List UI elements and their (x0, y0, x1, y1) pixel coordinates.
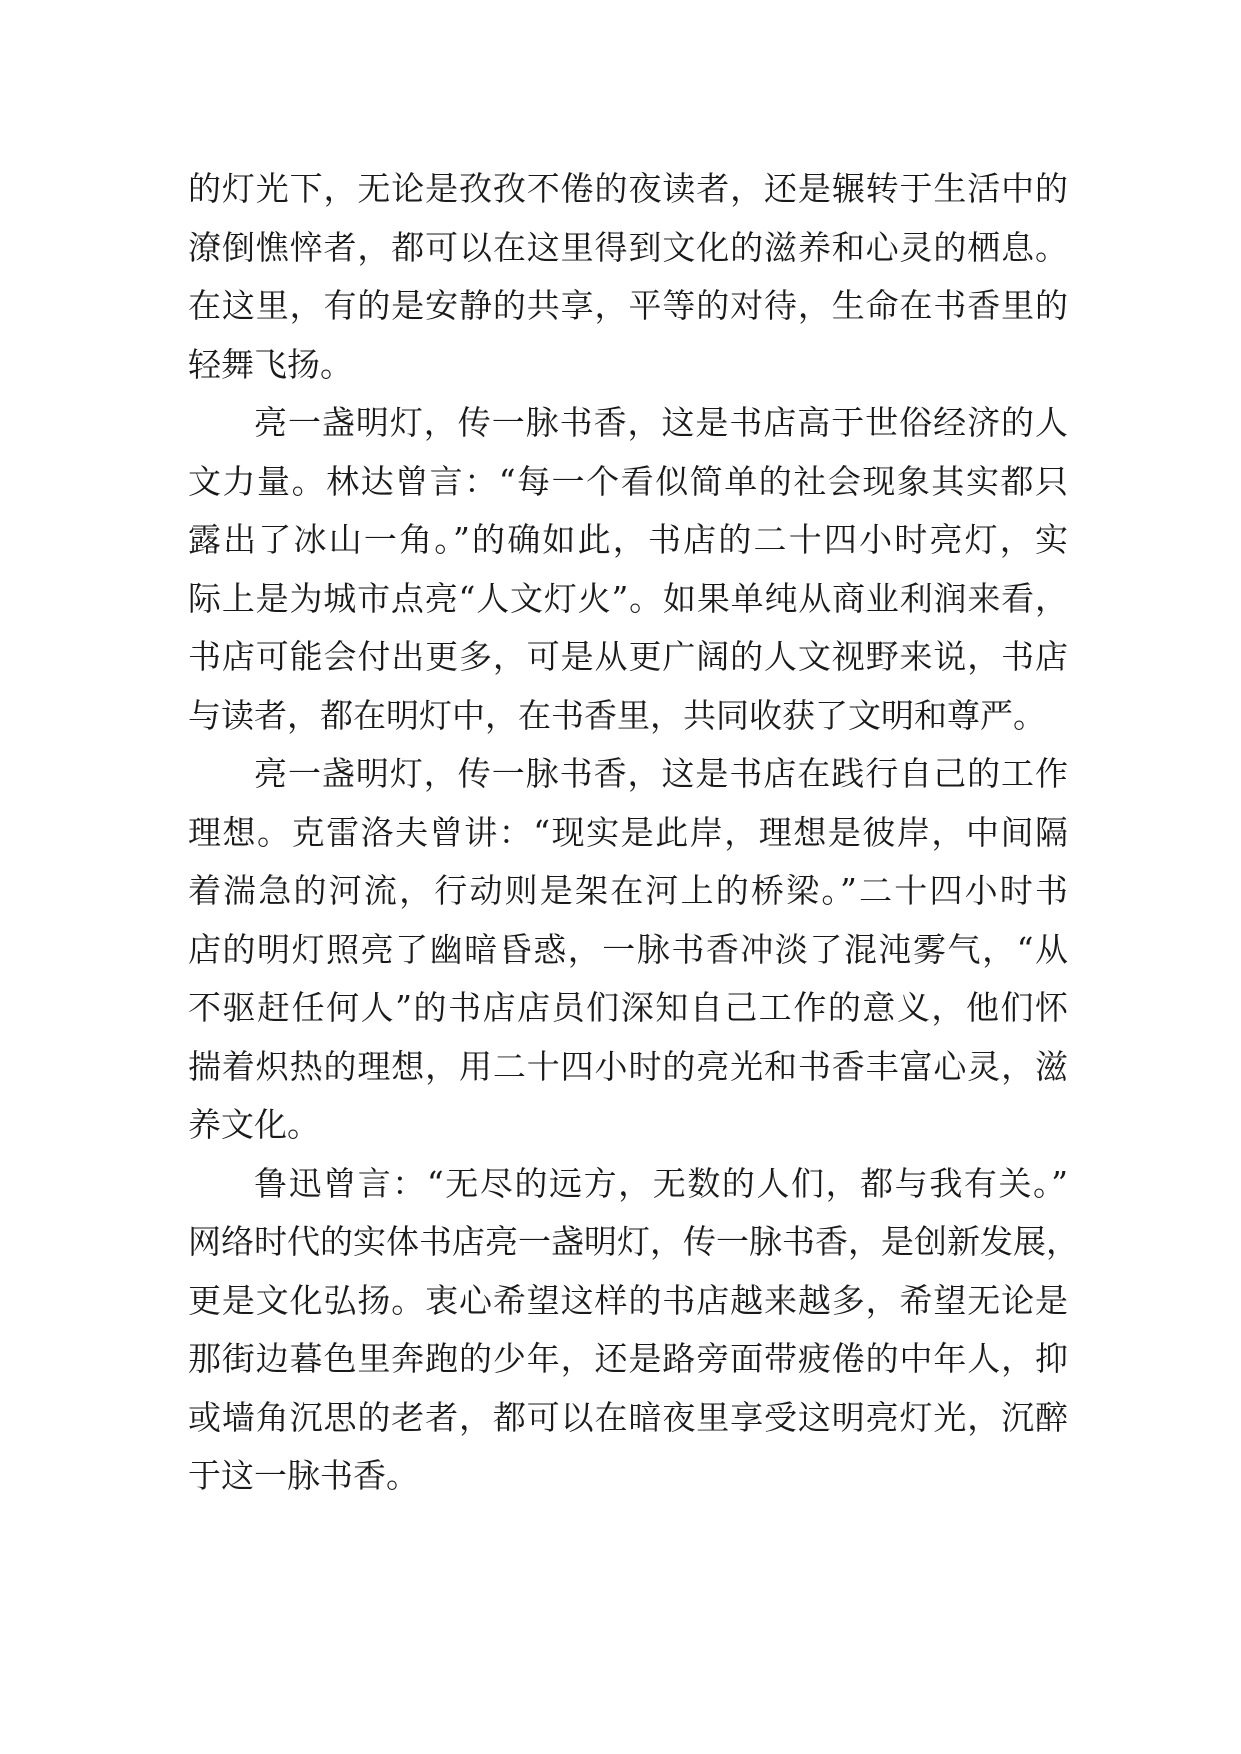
text-line: 轻舞飞扬。 (188, 344, 353, 384)
paragraph-2 (188, 394, 1068, 745)
paragraph-4 (188, 1155, 1079, 1506)
text-line: 潦倒憔悴者，都可以在这里得到文化的滋养和心灵的栖息。 (188, 227, 1068, 267)
text-line: 理想。克雷洛夫曾讲：“现实是此岸，理想是彼岸，中间隔 (188, 812, 1068, 852)
text-line: 书店可能会付出更多，可是从更广阔的人文视野来说，书店 (188, 637, 1068, 676)
text-line: 在这里，有的是安静的共享，平等的对待，生命在书香里的 (188, 286, 1068, 325)
text-line: 鲁迅曾言：“无尽的远方，无数的人们，都与我有关。” (254, 1163, 1068, 1203)
text-line: 的灯光下，无论是孜孜不倦的夜读者，还是辗转于生活中的 (188, 169, 1068, 208)
text-line: 文力量。林达曾言：“每一个看似简单的社会现象其实都只 (188, 461, 1068, 501)
text-line: 露出了冰山一角。”的确如此，书店的二十四小时亮灯，实 (188, 520, 1068, 559)
body-text (188, 160, 1079, 1506)
paragraph-1 (188, 160, 1068, 394)
text-line: 那街边暮色里奔跑的少年，还是路旁面带疲倦的中年人，抑 (188, 1339, 1068, 1378)
paragraph-3 (188, 745, 1068, 1155)
text-line: 与读者，都在明灯中，在书香里，共同收获了文明和尊严。 (188, 695, 1046, 735)
text-line: 着湍急的河流，行动则是架在河上的桥梁。”二十四小时书 (188, 871, 1068, 910)
text-line: 亮一盏明灯，传一脉书香，这是书店高于世俗经济的人 (254, 403, 1068, 442)
text-line: 更是文化弘扬。衷心希望这样的书店越来越多，希望无论是 (188, 1280, 1068, 1320)
text-line: 际上是为城市点亮“人文灯火”。如果单纯从商业利润来看， (188, 578, 1068, 618)
text-line: 不驱赶任何人”的书店店员们深知自己工作的意义，他们怀 (188, 988, 1068, 1027)
text-line: 网络时代的实体书店亮一盏明灯，传一脉书香，是创新发展， (188, 1222, 1079, 1261)
text-line: 揣着炽热的理想，用二十四小时的亮光和书香丰富心灵，滋 (188, 1046, 1068, 1086)
text-line: 于这一脉书香。 (188, 1456, 419, 1495)
text-line: 或墙角沉思的老者，都可以在暗夜里享受这明亮灯光，沉醉 (188, 1397, 1068, 1437)
text-line: 养文化。 (188, 1105, 320, 1144)
text-line: 店的明灯照亮了幽暗昏惑，一脉书香冲淡了混沌雾气，“从 (188, 929, 1068, 969)
text-line: 亮一盏明灯，传一脉书香，这是书店在践行自己的工作 (254, 754, 1068, 793)
